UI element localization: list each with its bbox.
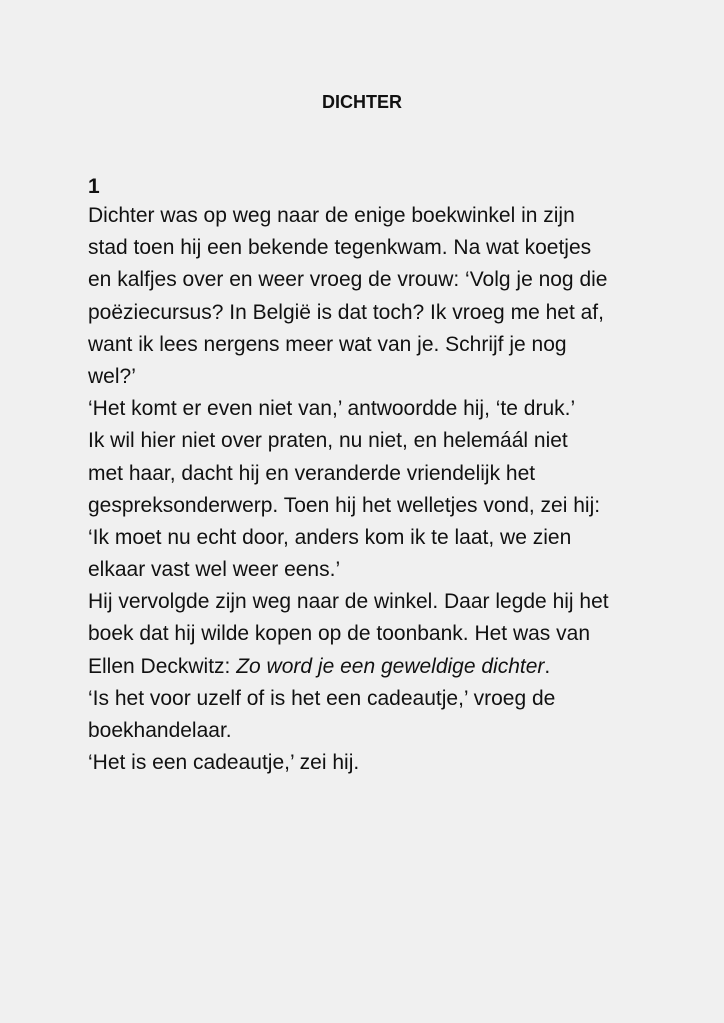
body-text: [88, 200, 688, 779]
text-line: ‘Het komt er even niet van,’ antwoordde hij, ‘te druk.’: [88, 397, 576, 421]
text-line: stad toen hij een bekende tegenkwam. Na wat koetjes: [88, 236, 592, 260]
line-prefix: Ellen Deckwitz:: [88, 654, 237, 678]
text-line: boekhandelaar.: [88, 719, 232, 742]
text-line: elkaar vast wel weer eens.’: [88, 558, 341, 582]
text-line: Hij vervolgde zijn weg naar de winkel. Daar legde hij het: [88, 590, 609, 614]
text-line: met haar, dacht hij en veranderde vriendelijk het: [88, 461, 536, 485]
text-line: ‘Het is een cadeautje,’ zei hij.: [88, 751, 360, 775]
line-suffix: .: [544, 654, 551, 678]
text-line: poëziecursus? In België is dat toch? Ik vroeg me het af,: [88, 300, 604, 324]
text-line: boek dat hij wilde kopen op de toonbank. Het was van: [88, 622, 591, 646]
text-line: ‘Is het voor uzelf of is het een cadeautje,’ vroeg de: [88, 686, 556, 710]
text-line: wel?’: [88, 364, 136, 388]
text-line: Dichter was op weg naar de enige boekwinkel in zijn: [88, 204, 575, 227]
text-line: en kalfjes over en weer vroeg de vrouw: ‘Volg je nog die: [88, 268, 608, 292]
page-title: DICHTER: [322, 92, 402, 112]
text-line: Ik wil hier niet over praten, nu niet, en helemáál niet: [88, 429, 568, 453]
book-title: Zo word je een geweldige dichter: [236, 654, 545, 678]
chapter-number: 1: [88, 175, 100, 198]
text-line: want ik lees nergens meer wat van je. Schrijf je nog: [88, 332, 567, 356]
text-line-with-book-title: [88, 651, 688, 683]
text-line: ‘Ik moet nu echt door, anders kom ik te laat, we zien: [88, 525, 572, 549]
text-line: gespreksonderwerp. Toen hij het welletjes vond, zei hij:: [88, 493, 601, 517]
